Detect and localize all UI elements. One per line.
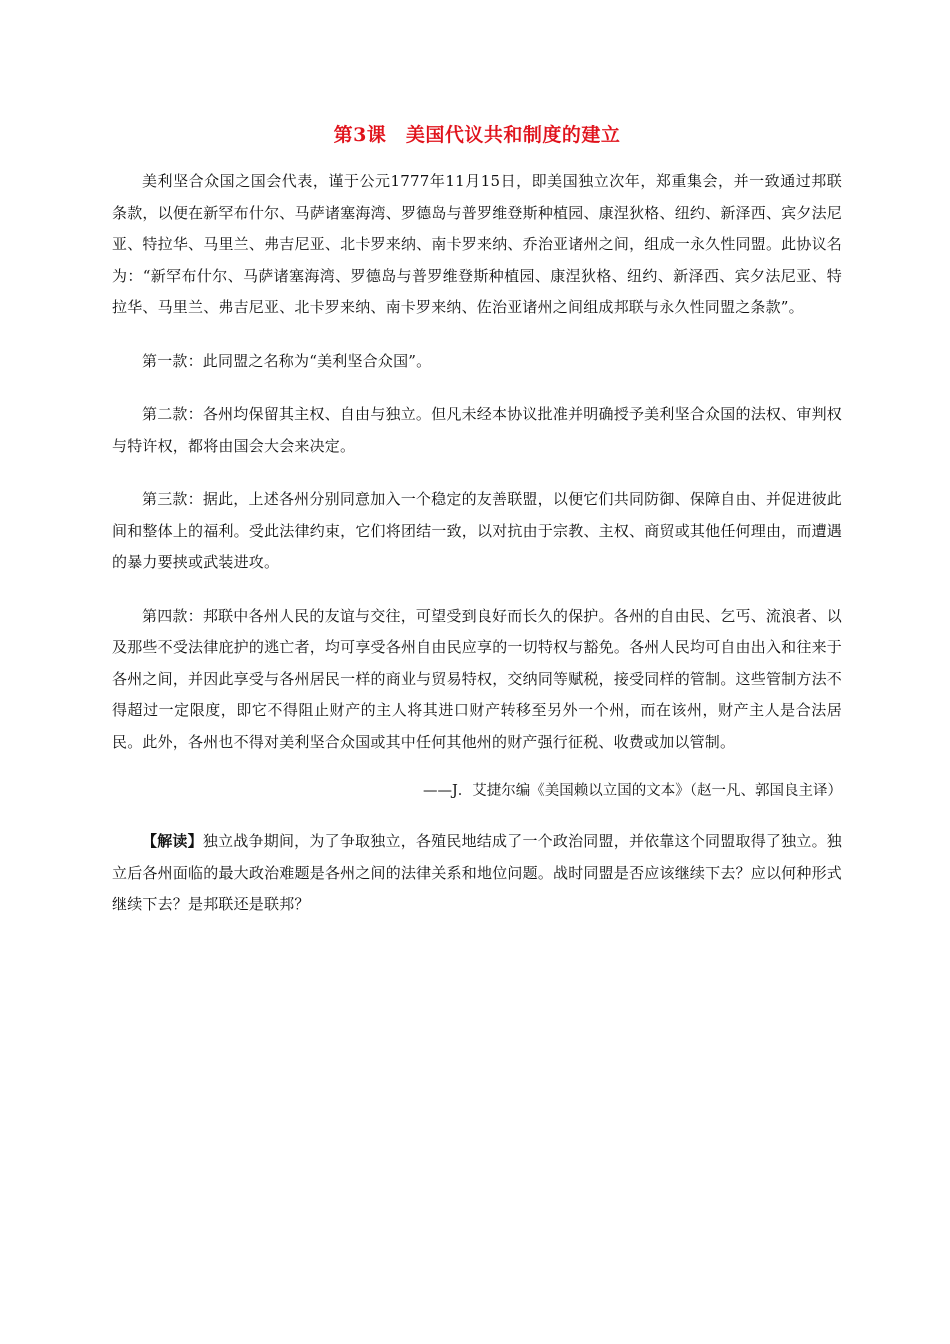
source-citation: ——J．艾捷尔编《美国赖以立国的文本》（赵一凡、郭国良主译） — [422, 783, 842, 799]
document-page — [112, 118, 842, 943]
reading-paragraph — [112, 826, 842, 921]
page-title: 第3课 美国代议共和制度的建立 — [333, 124, 621, 146]
article-1-paragraph: 第一款：此同盟之名称为“美利坚合众国”。 — [142, 351, 432, 370]
article-4-paragraph: 第四款：邦联中各州人民的友谊与交往，可望受到良好而长久的保护。各州的自由民、乞丐、流浪者、以及那些不受法律庇护的逃亡者，均可享受各州自由民应享的一切特权与豁免。各州人民均可自由出入和往来于各州之间，并因此享受与各州居民一样的商业与贸易特权，交纳同等赋税，接受同样的管制。这些管制方法不得超过一定限度，即它不得阻止财产的主人将其进口财产转移至另外一个州，而在该州，财产主人是合法居民。此外，各州也不得对美利坚合众国或其中任何其他州的财产强行征税、收费或加以管制。 — [112, 606, 842, 751]
article-3-paragraph: 第三款：据此，上述各州分别同意加入一个稳定的友善联盟，以便它们共同防御、保障自由、并促进彼此间和整体上的福利。受此法律约束，它们将团结一致，以对抗由于宗教、主权、商贸或其他任何理由，而遭遇的暴力要挟或武装进攻。 — [112, 490, 842, 571]
intro-paragraph: 美利坚合众国之国会代表，谨于公元1777年11月15日，即美国独立次年，郑重集会，并一致通过邦联条款，以便在新罕布什尔、马萨诸塞海湾、罗德岛与普罗维登斯种植园、康涅狄格、纽约、新泽西、宾夕法尼亚、特拉华、马里兰、弗吉尼亚、北卡罗来纳、南卡罗来纳、乔治亚诸州之间，组成一永久性同盟。此协议名为：“新罕布什尔、马萨诸塞海湾、罗德岛与普罗维登斯种植园、康涅狄格、纽约、新泽西、宾夕法尼亚、特拉华、马里兰、弗吉尼亚、北卡罗来纳、南卡罗来纳、佐治亚诸州之间组成邦联与永久性同盟之条款”。 — [112, 172, 842, 316]
reading-label: 【解读】 — [142, 832, 203, 850]
reading-text: 独立战争期间，为了争取独立，各殖民地结成了一个政治同盟，并依靠这个同盟取得了独立。独立后各州面临的最大政治难题是各州之间的法律关系和地位问题。战时同盟是否应该继续下去？应以何种形式继续下去？是邦联还是联邦？ — [112, 832, 842, 913]
article-2-paragraph: 第二款：各州均保留其主权、自由与独立。但凡未经本协议批准并明确授予美利坚合众国的法权、审判权与特许权，都将由国会大会来决定。 — [112, 405, 842, 455]
